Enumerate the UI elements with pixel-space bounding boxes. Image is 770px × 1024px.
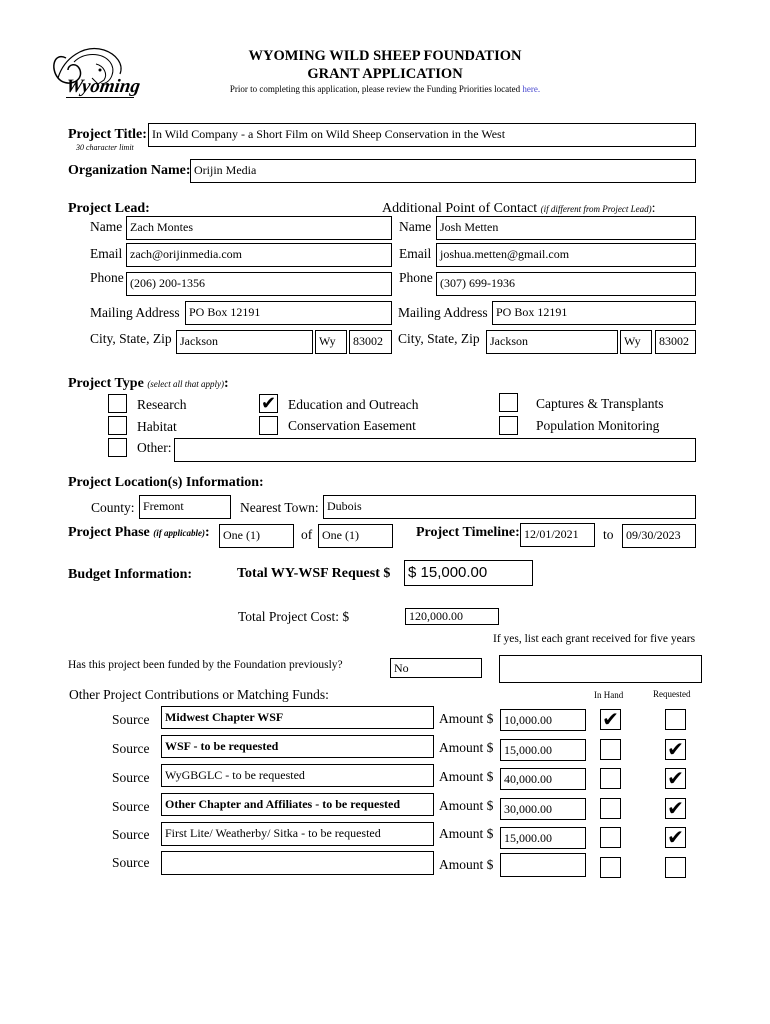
timeline-label: Project Timeline: (416, 525, 520, 540)
instruction-line (0, 84, 770, 94)
population-label: Population Monitoring (536, 418, 660, 433)
source-field[interactable]: Midwest Chapter WSF (161, 706, 434, 729)
county-label: County: (91, 500, 135, 515)
research-checkbox[interactable] (108, 394, 127, 413)
amount-label: Amount $ (439, 798, 494, 813)
source-field[interactable]: WyGBGLC - to be requested (161, 764, 434, 787)
total-request-label: Total WY-WSF Request $ (237, 566, 391, 581)
lead-csz-label: City, State, Zip (90, 331, 172, 346)
amount-label: Amount $ (439, 711, 494, 726)
requested-checkbox[interactable]: ✔ (665, 768, 686, 789)
nearest-town-label: Nearest Town: (240, 500, 319, 515)
other-type-checkbox[interactable] (108, 438, 127, 457)
education-checkbox[interactable]: ✔ (260, 393, 277, 414)
timeline-to-label: to (603, 527, 614, 542)
lead-city-field[interactable]: Jackson (176, 330, 313, 354)
source-field[interactable]: First Lite/ Weatherby/ Sitka - to be requested (161, 822, 434, 846)
project-type-colon: : (224, 376, 229, 391)
yes-note: If yes, list each grant received for five years (493, 633, 696, 645)
lead-email-label: Email (90, 246, 123, 261)
captures-checkbox[interactable] (499, 393, 518, 412)
contact-section-title: Additional Point of Contact (382, 201, 538, 216)
contact-mailing-field[interactable]: PO Box 12191 (492, 301, 696, 325)
contact-csz-label: City, State, Zip (398, 331, 480, 346)
requested-checkbox[interactable]: ✔ (665, 827, 686, 848)
grants-list-field[interactable] (499, 655, 702, 683)
in-hand-header: In Hand (594, 690, 624, 700)
contact-state-field[interactable]: Wy (620, 330, 652, 354)
source-label: Source (112, 770, 150, 785)
contact-section-label (382, 201, 656, 217)
organization-field[interactable]: Orijin Media (190, 159, 696, 183)
amount-field[interactable] (500, 853, 586, 877)
lead-state-field[interactable]: Wy (315, 330, 347, 354)
contact-city-field[interactable]: Jackson (486, 330, 618, 354)
amount-label: Amount $ (439, 769, 494, 784)
requested-header: Requested (653, 689, 691, 699)
contact-email-label: Email (399, 246, 432, 261)
county-field[interactable]: Fremont (139, 495, 231, 519)
logo-underline (66, 97, 134, 98)
source-label: Source (112, 855, 150, 870)
project-lead-label: Project Lead: (68, 201, 150, 216)
lead-phone-label: Phone (90, 270, 124, 285)
lead-mailing-field[interactable]: PO Box 12191 (185, 301, 392, 325)
project-phase-note: (if applicable) (153, 528, 205, 538)
contact-email-field[interactable]: joshua.metten@gmail.com (436, 243, 696, 267)
contact-name-label: Name (399, 219, 432, 234)
source-field[interactable]: WSF - to be requested (161, 735, 434, 758)
funded-answer-field[interactable]: No (390, 658, 482, 678)
in-hand-checkbox[interactable] (600, 827, 621, 848)
requested-checkbox[interactable] (665, 709, 686, 730)
lead-phone-field[interactable]: (206) 200-1356 (126, 272, 392, 296)
funded-question: Has this project been funded by the Foundation previously? (68, 659, 343, 671)
in-hand-checkbox[interactable]: ✔ (600, 709, 621, 730)
total-cost-field[interactable]: 120,000.00 (405, 608, 499, 625)
other-type-label: Other: (137, 440, 172, 455)
contact-zip-field[interactable]: 83002 (655, 330, 696, 354)
contact-phone-field[interactable]: (307) 699-1936 (436, 272, 696, 296)
instruction-text: Prior to completing this application, please review the Funding Priorities located (229, 84, 521, 94)
project-type-title: Project Type (68, 376, 144, 391)
requested-checkbox[interactable]: ✔ (665, 798, 686, 819)
amount-field[interactable]: 15,000.00 (500, 827, 586, 849)
amount-field[interactable]: 10,000.00 (500, 709, 586, 731)
in-hand-checkbox[interactable] (600, 768, 621, 789)
location-section-label: Project Location(s) Information: (68, 475, 264, 490)
in-hand-checkbox[interactable] (600, 739, 621, 760)
organization-label: Organization Name: (68, 163, 191, 178)
source-label: Source (112, 741, 150, 756)
research-label: Research (137, 397, 187, 412)
source-label: Source (112, 827, 150, 842)
phase-of-label: of (301, 527, 313, 542)
habitat-label: Habitat (137, 419, 177, 434)
total-cost-label: Total Project Cost: $ (238, 609, 350, 624)
other-type-field[interactable] (174, 438, 696, 462)
project-type-note: (select all that apply) (147, 379, 225, 389)
contact-phone-label: Phone (399, 270, 433, 285)
amount-field[interactable]: 40,000.00 (500, 768, 586, 790)
logo-text: Wyoming (64, 76, 142, 97)
nearest-town-field[interactable]: Dubois (323, 495, 696, 519)
source-label: Source (112, 799, 150, 814)
source-label: Source (112, 712, 150, 727)
amount-field[interactable]: 30,000.00 (500, 798, 586, 820)
timeline-end-field[interactable]: 09/30/2023 (622, 524, 696, 548)
form-title-line1: WYOMING WILD SHEEP FOUNDATION (248, 48, 522, 64)
source-field[interactable] (161, 851, 434, 875)
amount-label: Amount $ (439, 740, 494, 755)
project-phase-title: Project Phase (68, 525, 150, 540)
form-title-line2: GRANT APPLICATION (307, 66, 463, 82)
contact-name-field[interactable]: Josh Metten (436, 216, 696, 240)
contact-section-note: (if different from Project Lead) (540, 204, 652, 214)
contact-section-colon: : (651, 201, 656, 216)
in-hand-checkbox[interactable] (600, 798, 621, 819)
budget-section-label: Budget Information: (68, 567, 193, 582)
education-label: Education and Outreach (288, 397, 419, 412)
amount-label: Amount $ (439, 826, 494, 841)
total-request-field[interactable]: $ 15,000.00 (404, 560, 533, 586)
population-checkbox[interactable] (499, 416, 518, 435)
lead-name-field[interactable]: Zach Montes (126, 216, 392, 240)
amount-field[interactable]: 15,000.00 (500, 739, 586, 761)
project-title-label: Project Title: (68, 127, 147, 142)
project-phase-colon: : (205, 525, 210, 540)
lead-mailing-label: Mailing Address (90, 305, 180, 320)
requested-checkbox[interactable] (665, 857, 686, 878)
project-phase-label (68, 525, 210, 541)
habitat-checkbox[interactable] (108, 416, 127, 435)
lead-zip-field[interactable]: 83002 (349, 330, 392, 354)
title-limit-note: 30 character limit (76, 143, 134, 152)
easement-checkbox[interactable] (259, 416, 278, 435)
requested-checkbox[interactable]: ✔ (665, 739, 686, 760)
lead-email-field[interactable]: zach@orijinmedia.com (126, 243, 392, 267)
source-field[interactable]: Other Chapter and Affiliates - to be requested (161, 793, 434, 816)
amount-label: Amount $ (439, 857, 494, 872)
project-type-label (68, 376, 229, 392)
other-contributions-label: Other Project Contributions or Matching Funds: (69, 687, 329, 702)
funding-priorities-link[interactable]: here. (522, 84, 541, 94)
contact-mailing-label: Mailing Address (398, 305, 488, 320)
project-title-field[interactable]: In Wild Company - a Short Film on Wild Sheep Conservation in the West (148, 123, 696, 147)
captures-label: Captures & Transplants (536, 396, 664, 411)
lead-name-label: Name (90, 219, 123, 234)
phase-field[interactable]: One (1) (219, 524, 294, 548)
easement-label: Conservation Easement (288, 418, 416, 433)
in-hand-checkbox[interactable] (600, 857, 621, 878)
timeline-start-field[interactable]: 12/01/2021 (520, 523, 595, 547)
phase-of-field[interactable]: One (1) (318, 524, 393, 548)
